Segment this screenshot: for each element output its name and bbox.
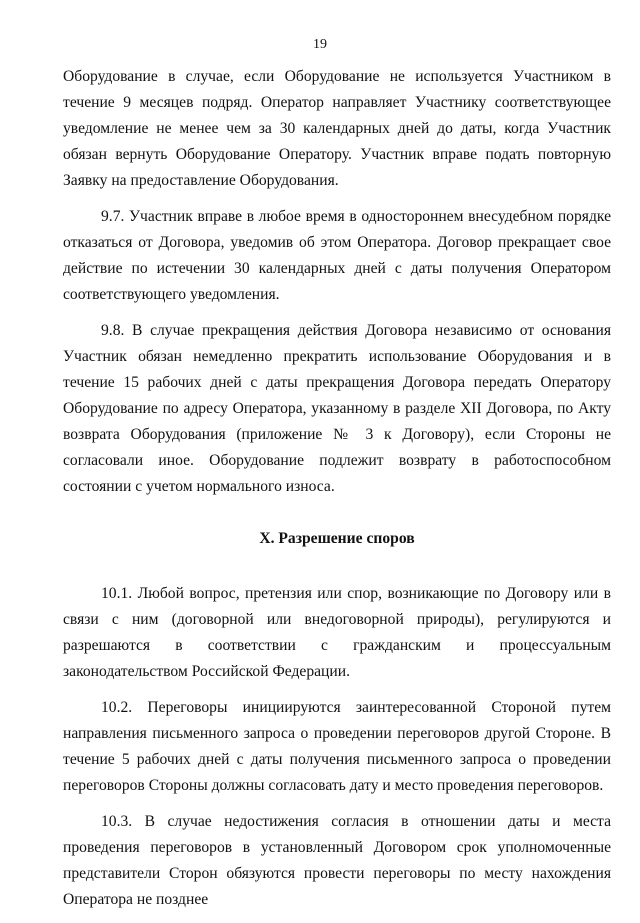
paragraph-9-7: 9.7. Участник вправе в любое время в одностороннем внесудебном порядке отказаться от Договора, уведомив об этом Оператора. Договор прекращает свое действие по истечении 30 календарных дней с даты получения Оператором соответствующего уведомления. [63,208,611,303]
paragraph-9-8: 9.8. В случае прекращения действия Договора независимо от основания Участник обязан немедленно прекратить использование Оборудования и в течение 15 рабочих дней с даты прекращения Договора передать Оператору Оборудование по адресу Оператора, указанному в разделе XII Договора, по Акту возврата Оборудования (приложение № 3 к Договору), если Стороны не согласовали иное. Оборудование подлежит возврату в работоспособном состоянии с учетом нормального износа. [63,322,611,495]
section-heading: X. Разрешение споров [259,530,415,547]
page-number: 19 [313,37,327,52]
paragraph-10-1: 10.1. Любой вопрос, претензия или спор, возникающие по Договору или в связи с ним (договорной или внедоговорной природы), регулируются и разрешаются в соответствии с гражданским и процессуальным законодательством Российской Федерации. [63,585,611,680]
paragraph-10-2: 10.2. Переговоры инициируются заинтересованной Стороной путем направления письменного запроса о проведении переговоров другой Стороне. В течение 5 рабочих дней с даты получения письменного запроса о проведении переговоров Стороны должны согласовать дату и место проведения переговоров. [63,699,611,794]
document-body [63,64,611,923]
paragraph-continuation: Оборудование в случае, если Оборудование не используется Участником в течение 9 месяцев подряд. Оператор направляет Участнику соответствующее уведомление не менее чем за 30 календарных дней до даты, когда Участник обязан вернуть Оборудование Оператору. Участник вправе подать повторную Заявку на предоставление Оборудования. [63,68,611,189]
paragraph-10-3: 10.3. В случае недостижения согласия в отношении даты и места проведения переговоров в установленный Договором срок уполномоченные представители Сторон обязуются провести переговоры по месту нахождения Оператора не позднее [63,813,611,908]
